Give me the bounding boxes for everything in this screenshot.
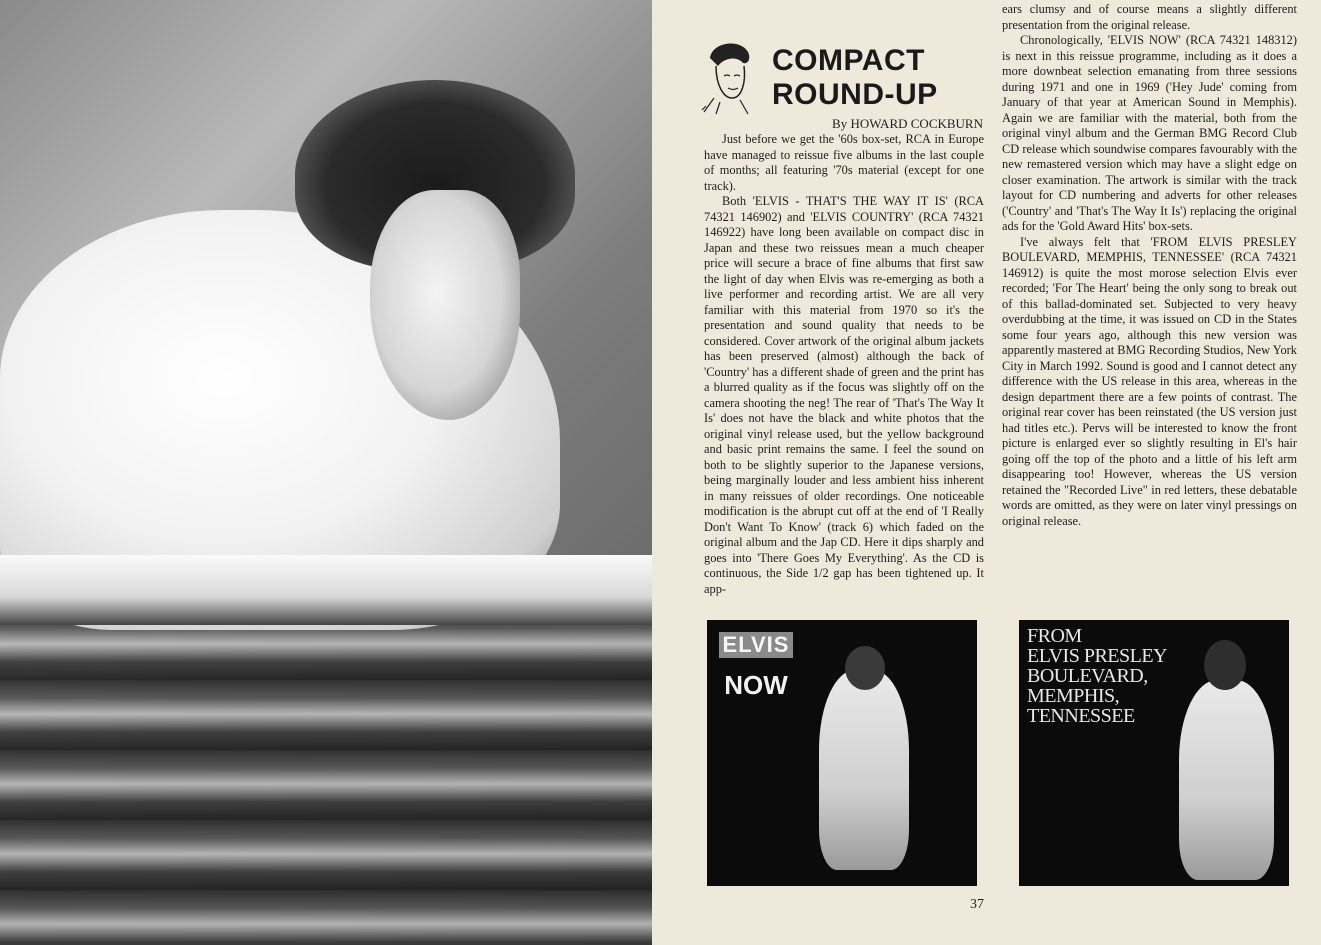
album-title-line: BOULEVARD,	[1027, 665, 1148, 687]
album-title-line2: NOW	[724, 670, 788, 700]
album-cover-elvis-now	[707, 620, 977, 886]
elvis-sketch-icon	[696, 36, 758, 116]
performer-figure	[1179, 680, 1274, 880]
photo-ledge	[0, 555, 652, 625]
photo-background	[0, 610, 652, 945]
byline: By HOWARD COCKBURN	[832, 116, 983, 131]
paragraph: Both 'ELVIS - THAT'S THE WAY IT IS' (RCA 74321 146902) and 'ELVIS COUNTRY' (RCA 74321 146922) have long been available on compact disc in Japan and these two reissues mean a much cheaper price will secure a brace of fine albums that first saw the light of day when Elvis was re-emerging as both a live performer and recording artist. We are all very familiar with this material from 1970 so it's the presentation and sound quality that needs to be considered. Cover artwork of the original album jackets has been preserved (almost) although the back of 'Country' has a different shade of green and the print has a blurred quality as if the focus was slightly off on the camera shooting the neg! The rear of 'That's The Way It Is' does not have the black and white photos that the original vinyl release used, but the yellow background and basic print remains the same. I feel the sound on both to be slightly superior to the Japanese versions, being marginally louder and less ambient hiss inherent in many reissues of older recordings. One noticeable modification is the abrupt cut off at the end of 'I Really Don't Want To Know' (track 6) which faded on the original album and the Jap CD. Here it dips sharply and goes into 'There Goes My Everything'. As the CD is continuous, the Side 1/2 gap has been tightened up. It app-	[704, 194, 984, 596]
paragraph: ears clumsy and of course means a slightly different presentation from the original release.	[1002, 2, 1297, 32]
performer-figure	[819, 670, 909, 870]
article-column-2	[1002, 2, 1297, 529]
article-column-1	[704, 132, 984, 597]
article-headline	[772, 44, 972, 112]
article-page	[652, 0, 1321, 945]
performer-head	[1204, 640, 1246, 690]
album-title-line: MEMPHIS,	[1027, 685, 1120, 707]
paragraph: Just before we get the '60s box-set, RCA in Europe have managed to reissue five albums in the last couple of months; all featuring '70s material (except for one track).	[704, 132, 984, 193]
album-title-line: ELVIS PRESLEY	[1027, 645, 1168, 667]
headline-line2: ROUND-UP	[772, 78, 938, 111]
album-title	[1027, 626, 1177, 726]
elvis-photo	[0, 0, 652, 945]
album-title-line: FROM	[1027, 625, 1082, 647]
paragraph: Chronologically, 'ELVIS NOW' (RCA 74321 148312) is next in this reissue programme, including as it does a more downbeat selection emanating from three sessions during 1971 and one in 1969 ('Hey Jude' coming from January of that year at American Sound in Memphis). Again we are familiar with the material, both from the original vinyl album and the German BMG Record Club CD release which soundwise compares favourably with the new remastered version which may have a slight edge on closer examination. The artwork is similar with the track layout for CD numbering and adverts for other releases ('Country' and 'That's The Way It Is') replacing the original ads for the 'Gold Award Hits' box-sets.	[1002, 33, 1297, 233]
album-title-line1: ELVIS	[719, 632, 793, 658]
paragraph: I've always felt that 'FROM ELVIS PRESLEY BOULEVARD, MEMPHIS, TENNESSEE' (RCA 74321 146912) is quite the most morose selection Elvis ever recorded; 'For The Heart' being the only song to break out of this ballad-dominated set. Subjected to very heavy overdubbing at the time, it was issued on CD in the States some four years ago, although this new version was apparently mastered at BMG Recording Studios, New York City in March 1992. Sound is good and I cannot detect any difference with the US release in this area, whereas in the design department there are a few points of contrast. The original rear cover has been reinstated (the US version just had titles etc.). Pervs will be interested to know the front picture is enlarged ever so slightly resulting in El's hair going off the top of the photo and a little of his left arm disappearing too! However, whereas the US version retained the "Recorded Live" in red letters, these debatable words are omitted, as they were on later vinyl pressings on original release.	[1002, 234, 1297, 528]
page-number: 37	[970, 897, 984, 912]
album-title-line: TENNESSEE	[1027, 705, 1135, 727]
performer-head	[845, 646, 885, 690]
headline-line1: COMPACT	[772, 44, 925, 77]
album-cover-boulevard	[1019, 620, 1289, 886]
